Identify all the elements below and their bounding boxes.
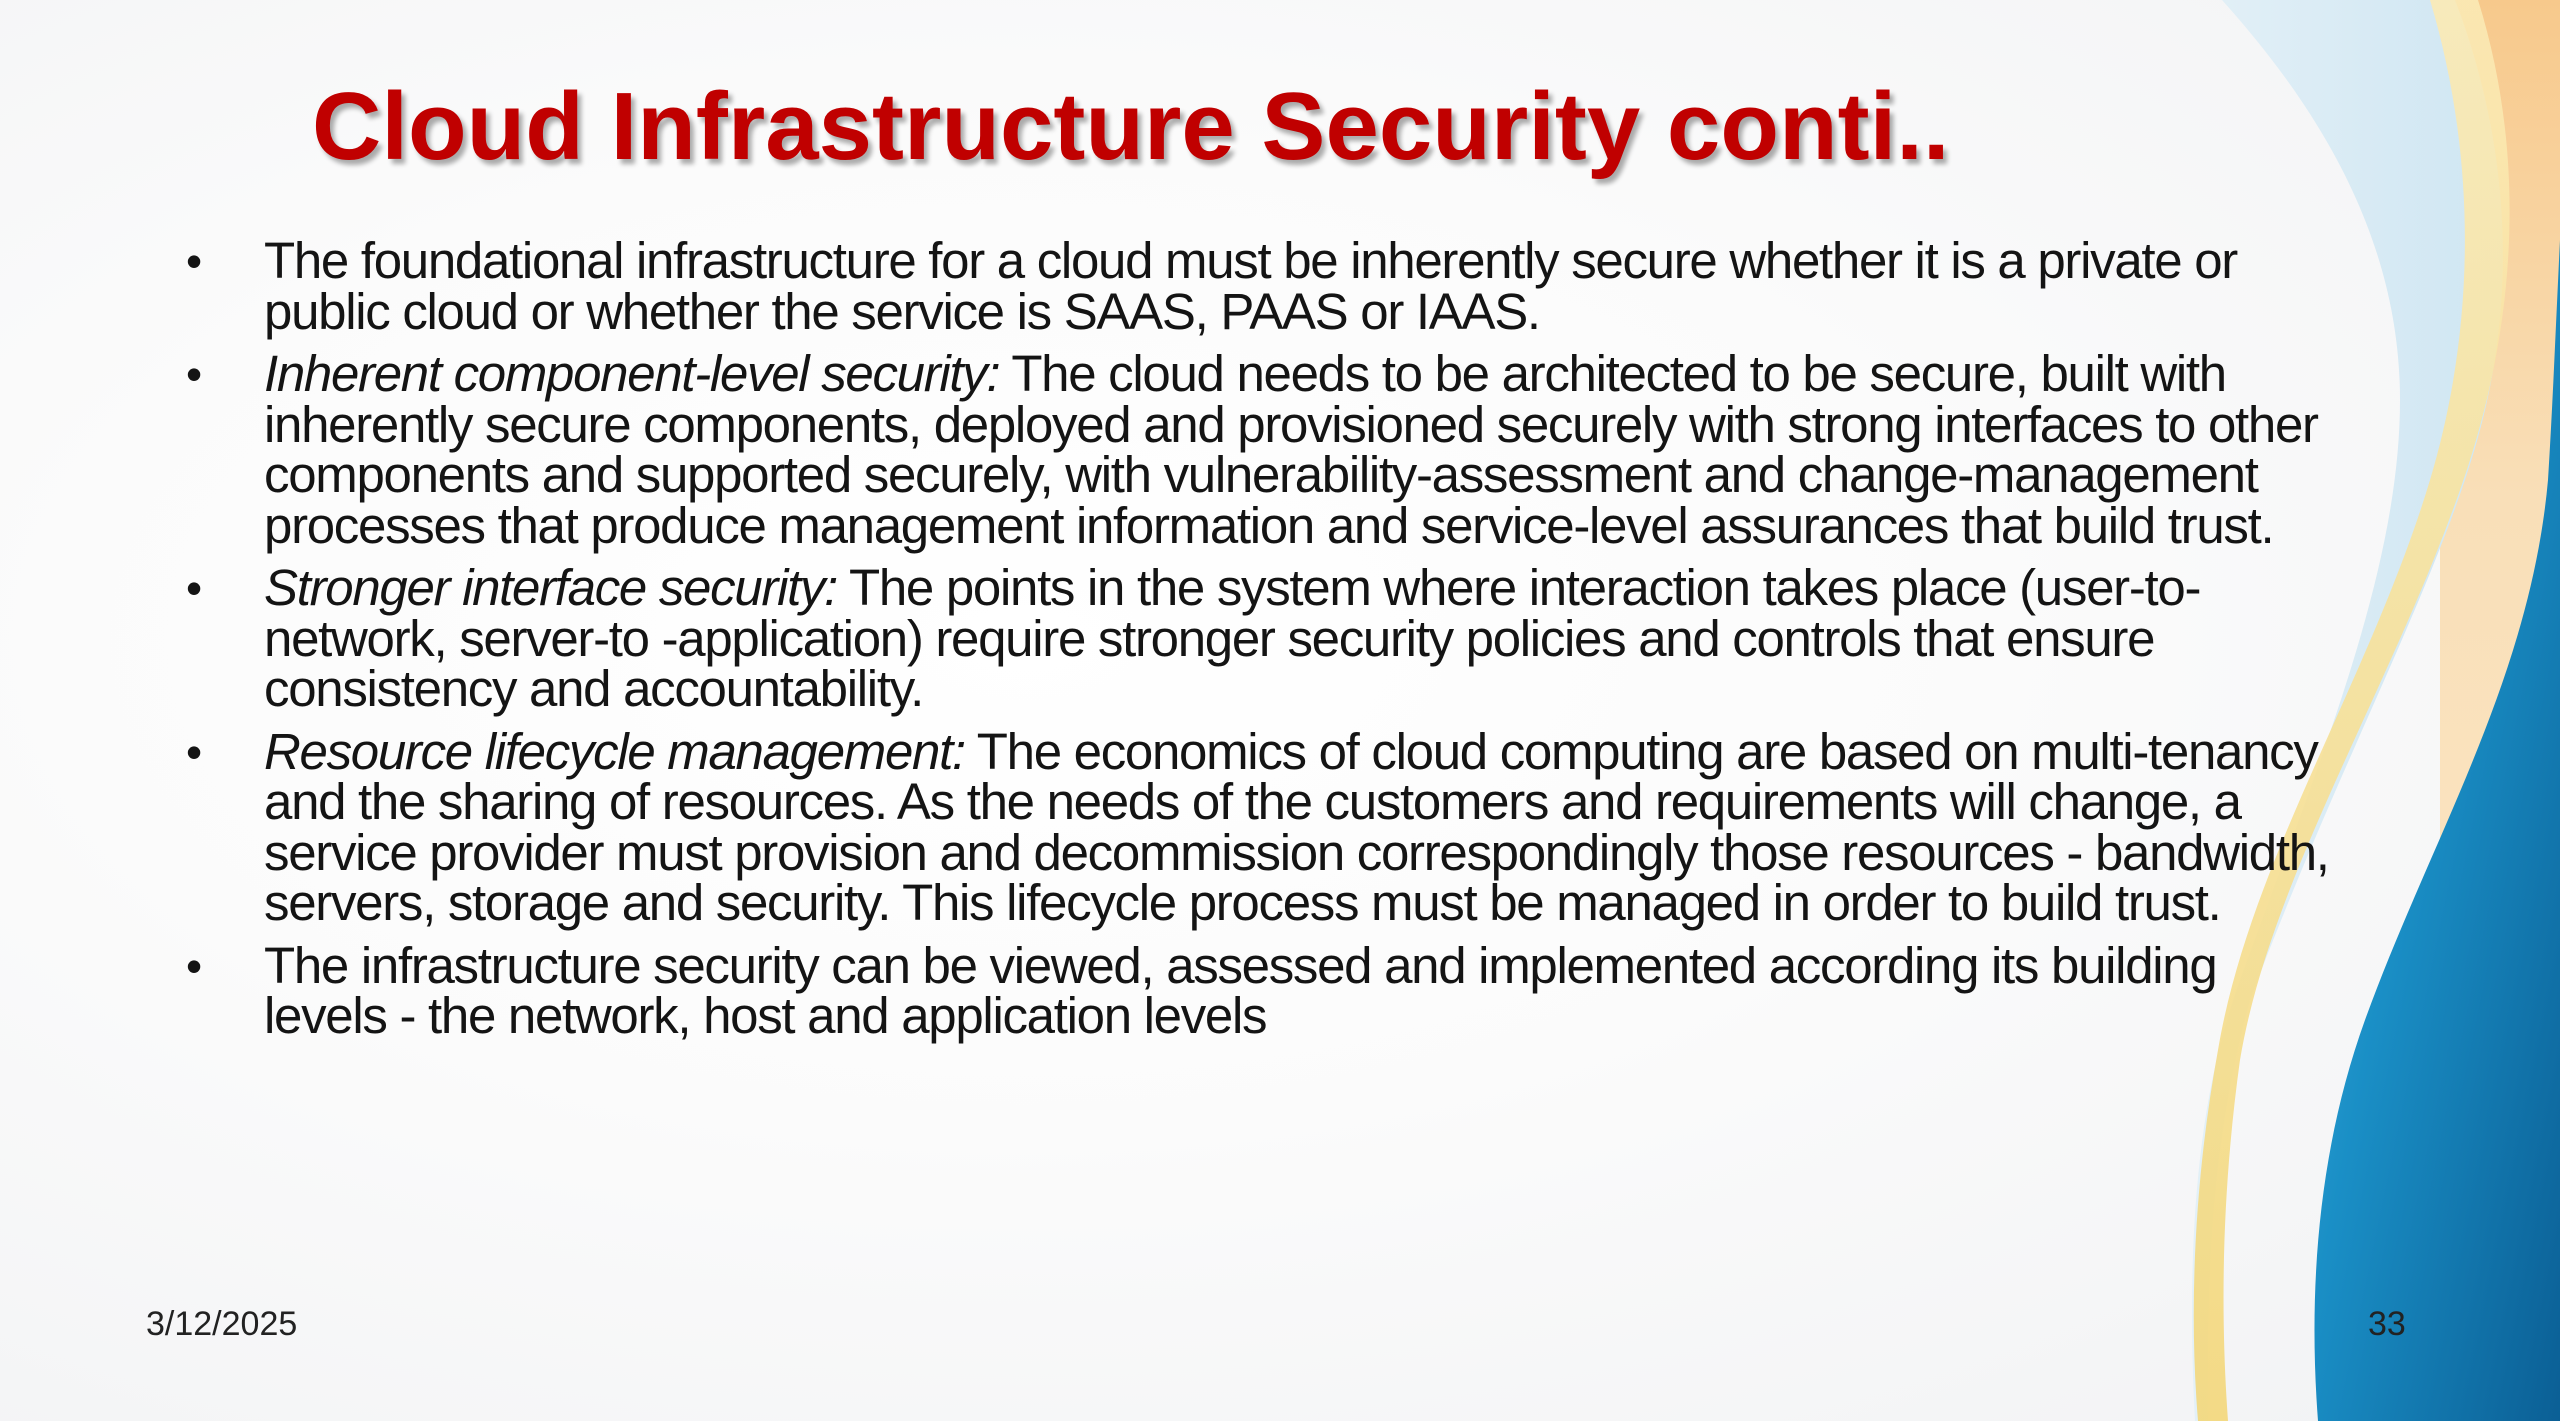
bullet-item <box>186 345 2336 554</box>
bullet-item <box>186 559 2336 717</box>
bullet-marker: • <box>186 939 201 992</box>
footer-date: 3/12/2025 <box>146 1305 298 1343</box>
bullet-text: The economics of cloud computing are based on multi-tenancy and the sharing of resources. As the needs of the customers and requirements will change, a service provider must provision and decommission correspondingly those resources - bandwidth, servers, storage and security. This lifecycle process must be managed in order to build trust. <box>264 722 2329 931</box>
bullet-item <box>186 232 2336 340</box>
bullet-lead-heading: Inherent component-level security: <box>264 345 1000 402</box>
slide-number: 33 <box>2368 1305 2406 1343</box>
bullet-marker: • <box>186 725 201 778</box>
bullet-item <box>186 722 2336 931</box>
bullet-item <box>186 936 2336 1044</box>
bullet-lead-heading: Resource lifecycle management: <box>264 722 965 780</box>
bullet-list <box>186 232 2336 1054</box>
bullet-text: The foundational infrastructure for a cloud must be inherently secure whether it is a private or public cloud or whether the service is SAAS, PAAS or IAAS. <box>264 232 2237 340</box>
bullet-lead-heading: Stronger interface security: <box>264 559 838 616</box>
bullet-marker: • <box>186 235 201 287</box>
bullet-text: The points in the system where interaction takes place (user-to-network, server-to -application) require stronger security policies and controls that ensure consistency and accountability. <box>264 559 2201 717</box>
bullet-marker: • <box>186 562 201 614</box>
bullet-marker: • <box>186 348 201 400</box>
bullet-text: The infrastructure security can be viewed, assessed and implemented according its building levels - the network, host and application levels <box>264 936 2217 1044</box>
bullet-text: The cloud needs to be architected to be secure, built with inherently secure components, deployed and provisioned securely with strong interfaces to other components and supported securely, with vulnerability-assessment and change-management processes that produce management information and service-level assurances that build trust. <box>264 345 2318 554</box>
slide-title: Cloud Infrastructure Security conti.. <box>312 73 1950 180</box>
